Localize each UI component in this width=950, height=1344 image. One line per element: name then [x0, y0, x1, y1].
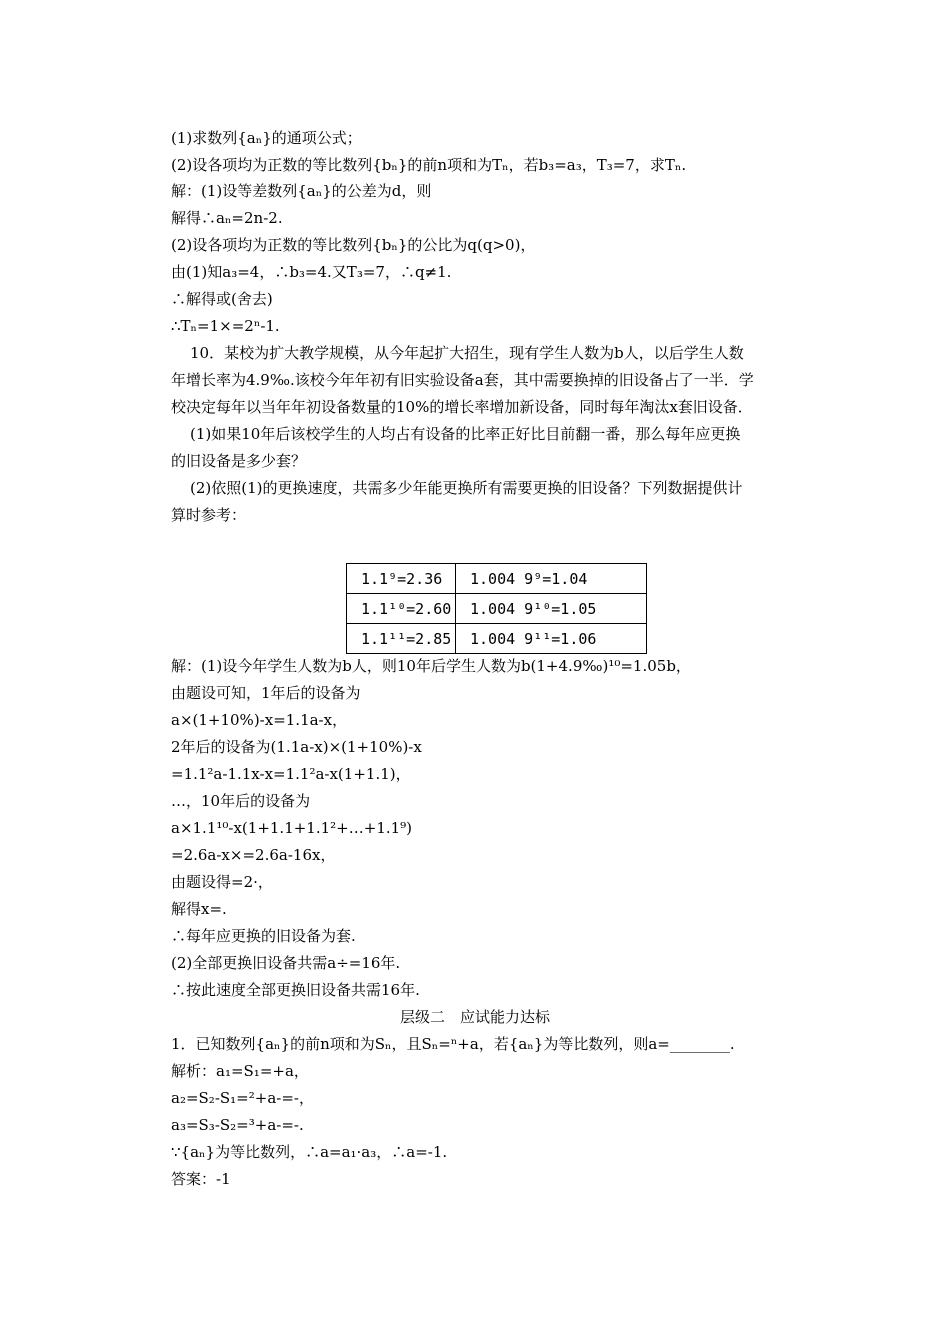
text-line: 解：(1)设今年学生人数为b人，则10年后学生人数为b(1+4.9‰)¹⁰=1.05b， [171, 657, 691, 675]
text-line: a₃=S₃-S₂=³+a-=-. [171, 1116, 304, 1134]
text-line: ∵{aₙ}为等比数列，∴a=a₁·a₃，∴a=-1. [171, 1143, 448, 1161]
text-line: 解析：a₁=S₁=+a， [171, 1062, 309, 1080]
text-line: 1．已知数列{aₙ}的前n项和为Sₙ，且Sₙ=ⁿ+a，若{aₙ}为等比数列，则a=________. [171, 1035, 735, 1053]
table-cell: 1.004 9¹⁰=1.05 [456, 594, 647, 624]
text-line: a×1.1¹⁰-x(1+1.1+1.1²+…+1.1⁹) [171, 819, 413, 837]
text-line: (2)设各项均为正数的等比数列{bₙ}的公比为q(q>0)， [171, 236, 536, 254]
text-line: ∴解得或(舍去) [171, 290, 273, 308]
text-line: 10．某校为扩大教学规模，从今年起扩大招生，现有学生人数为b人，以后学生人数 [190, 344, 744, 362]
text-line: =1.1²a-1.1x-x=1.1²a-x(1+1.1)， [171, 765, 411, 783]
text-line: (1)求数列{aₙ}的通项公式； [171, 129, 362, 147]
text-line: a₂=S₂-S₁=²+a-=-， [171, 1089, 314, 1107]
text-line: =2.6a-x×=2.6a-16x， [171, 846, 336, 864]
text-line: 2年后的设备为(1.1a-x)×(1+10%)-x [171, 738, 422, 756]
text-line: 解得∴aₙ=2n-2. [171, 209, 283, 227]
table-cell: 1.004 9⁹=1.04 [456, 564, 647, 594]
text-line: 校决定每年以当年年初设备数量的10%的增长率增加新设备，同时每年淘汰x套旧设备． [171, 398, 753, 416]
table-row [347, 624, 647, 654]
text-line: ∴Tₙ=1×=2ⁿ-1. [171, 317, 280, 335]
text-line: (2)依照(1)的更换速度，共需多少年能更换所有需要更换的旧设备？下列数据提供计 [190, 479, 743, 497]
text-line: 由(1)知a₃=4，∴b₃=4.又T₃=7，∴q≠1. [171, 263, 452, 281]
text-line: 的旧设备是多少套？ [171, 452, 307, 470]
text-line: ∴每年应更换的旧设备为套. [171, 927, 356, 945]
table-row [347, 564, 647, 594]
text-line: 解：(1)设等差数列{aₙ}的公差为d，则 [171, 182, 432, 200]
table-cell: 1.004 9¹¹=1.06 [456, 624, 647, 654]
text-line: a×(1+10%)-x=1.1a-x， [171, 711, 348, 729]
reference-table [346, 563, 647, 654]
text-line: 由题设可知，1年后的设备为 [171, 684, 361, 702]
table-cell: 1.1⁹=2.36 [347, 564, 456, 594]
text-line: (2)全部更换旧设备共需a÷=16年. [171, 954, 401, 972]
text-line: 答案：-1 [171, 1170, 231, 1188]
text-line: …，10年后的设备为 [171, 792, 311, 810]
text-line: 算时参考： [171, 506, 247, 524]
section-title: 层级二 应试能力达标 [399, 1008, 550, 1026]
text-line: 由题设得=2·， [171, 873, 273, 891]
text-line: 年增长率为4.9‰.该校今年年初有旧实验设备a套，其中需要换掉的旧设备占了一半．学 [171, 371, 754, 389]
text-line: (2)设各项均为正数的等比数列{bₙ}的前n项和为Tₙ，若b₃=a₃，T₃=7，求Tₙ. [171, 156, 687, 174]
text-line: 解得x=. [171, 900, 227, 918]
text-line: (1)如果10年后该校学生的人均占有设备的比率正好比目前翻一番，那么每年应更换 [190, 425, 741, 443]
text-line: ∴按此速度全部更换旧设备共需16年. [171, 981, 420, 999]
table-cell: 1.1¹¹=2.85 [347, 624, 456, 654]
table-row [347, 594, 647, 624]
table-cell: 1.1¹⁰=2.60 [347, 594, 456, 624]
